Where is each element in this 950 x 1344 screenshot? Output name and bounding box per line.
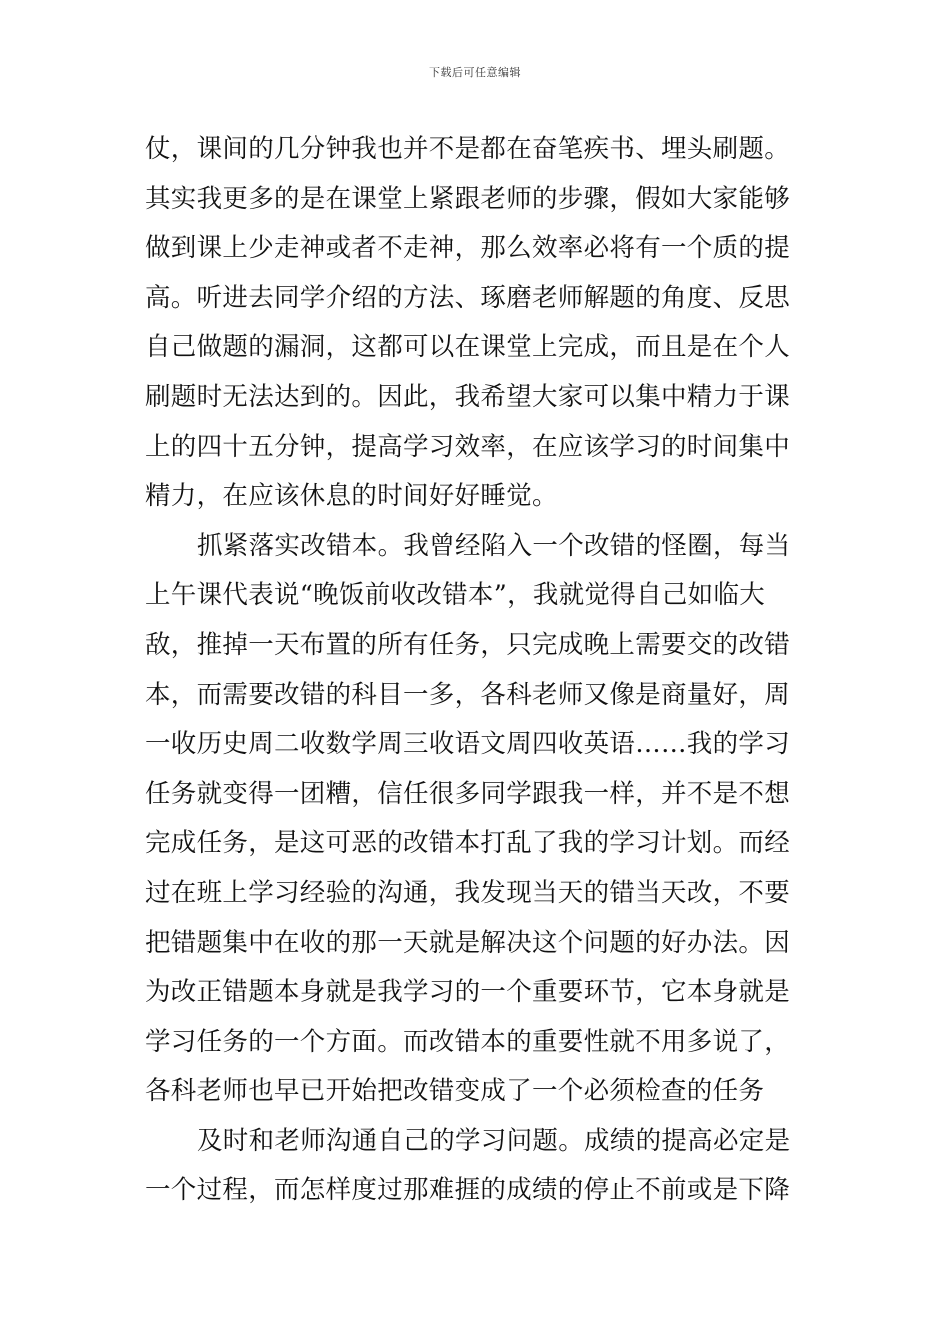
text-line: 各科老师也早已开始把改错变成了一个必须检查的任务	[145, 1076, 765, 1107]
text-line: 把错题集中在收的那一天就是解决这个问题的好办法。因	[145, 927, 791, 958]
text-line: 精力，在应该休息的时间好好睡觉。	[145, 481, 558, 512]
text-line: 任务就变得一团糟，信任很多同学跟我一样，并不是不想	[145, 778, 791, 809]
text-line: 自己做题的漏洞，这都可以在课堂上完成，而且是在个人	[145, 332, 791, 363]
text-line: 完成任务，是这可恶的改错本打乱了我的学习计划。而经	[145, 828, 791, 859]
text-line: 高。听进去同学介绍的方法、琢磨老师解题的角度、反思	[145, 282, 791, 313]
text-line: 敌，推掉一天布置的所有任务，只完成晚上需要交的改错	[145, 629, 791, 660]
paragraph-start-line: 抓紧落实改错本。我曾经陷入一个改错的怪圈，每当	[197, 530, 791, 561]
text-line: 为改正错题本身就是我学习的一个重要环节，它本身就是	[145, 977, 791, 1008]
text-line: 做到课上少走神或者不走神，那么效率必将有一个质的提	[145, 233, 791, 264]
document-body	[145, 125, 810, 1216]
text-line: 学习任务的一个方面。而改错本的重要性就不用多说了，	[145, 1026, 791, 1057]
text-line: 一收历史周二收数学周三收语文周四收英语……我的学习	[145, 729, 791, 760]
text-line: 其实我更多的是在课堂上紧跟老师的步骤，假如大家能够	[145, 183, 791, 214]
text-line: 一个过程，而怎样度过那难捱的成绩的停止不前或是下降	[145, 1175, 791, 1206]
text-line: 仗，课间的几分钟我也并不是都在奋笔疾书、埋头刷题。	[145, 134, 791, 164]
text-line: 上的四十五分钟，提高学习效率，在应该学习的时间集中	[145, 431, 791, 462]
text-line: 本，而需要改错的科目一多，各科老师又像是商量好，周	[145, 679, 791, 710]
page-header: 下载后可任意编辑	[429, 66, 521, 79]
text-line: 上午课代表说“晚饭前收改错本”，我就觉得自己如临大	[145, 580, 766, 611]
text-line: 过在班上学习经验的沟通，我发现当天的错当天改，不要	[145, 877, 791, 908]
text-line: 刷题时无法达到的。因此，我希望大家可以集中精力于课	[145, 381, 791, 412]
paragraph-start-line: 及时和老师沟通自己的学习问题。成绩的提高必定是	[197, 1125, 791, 1156]
